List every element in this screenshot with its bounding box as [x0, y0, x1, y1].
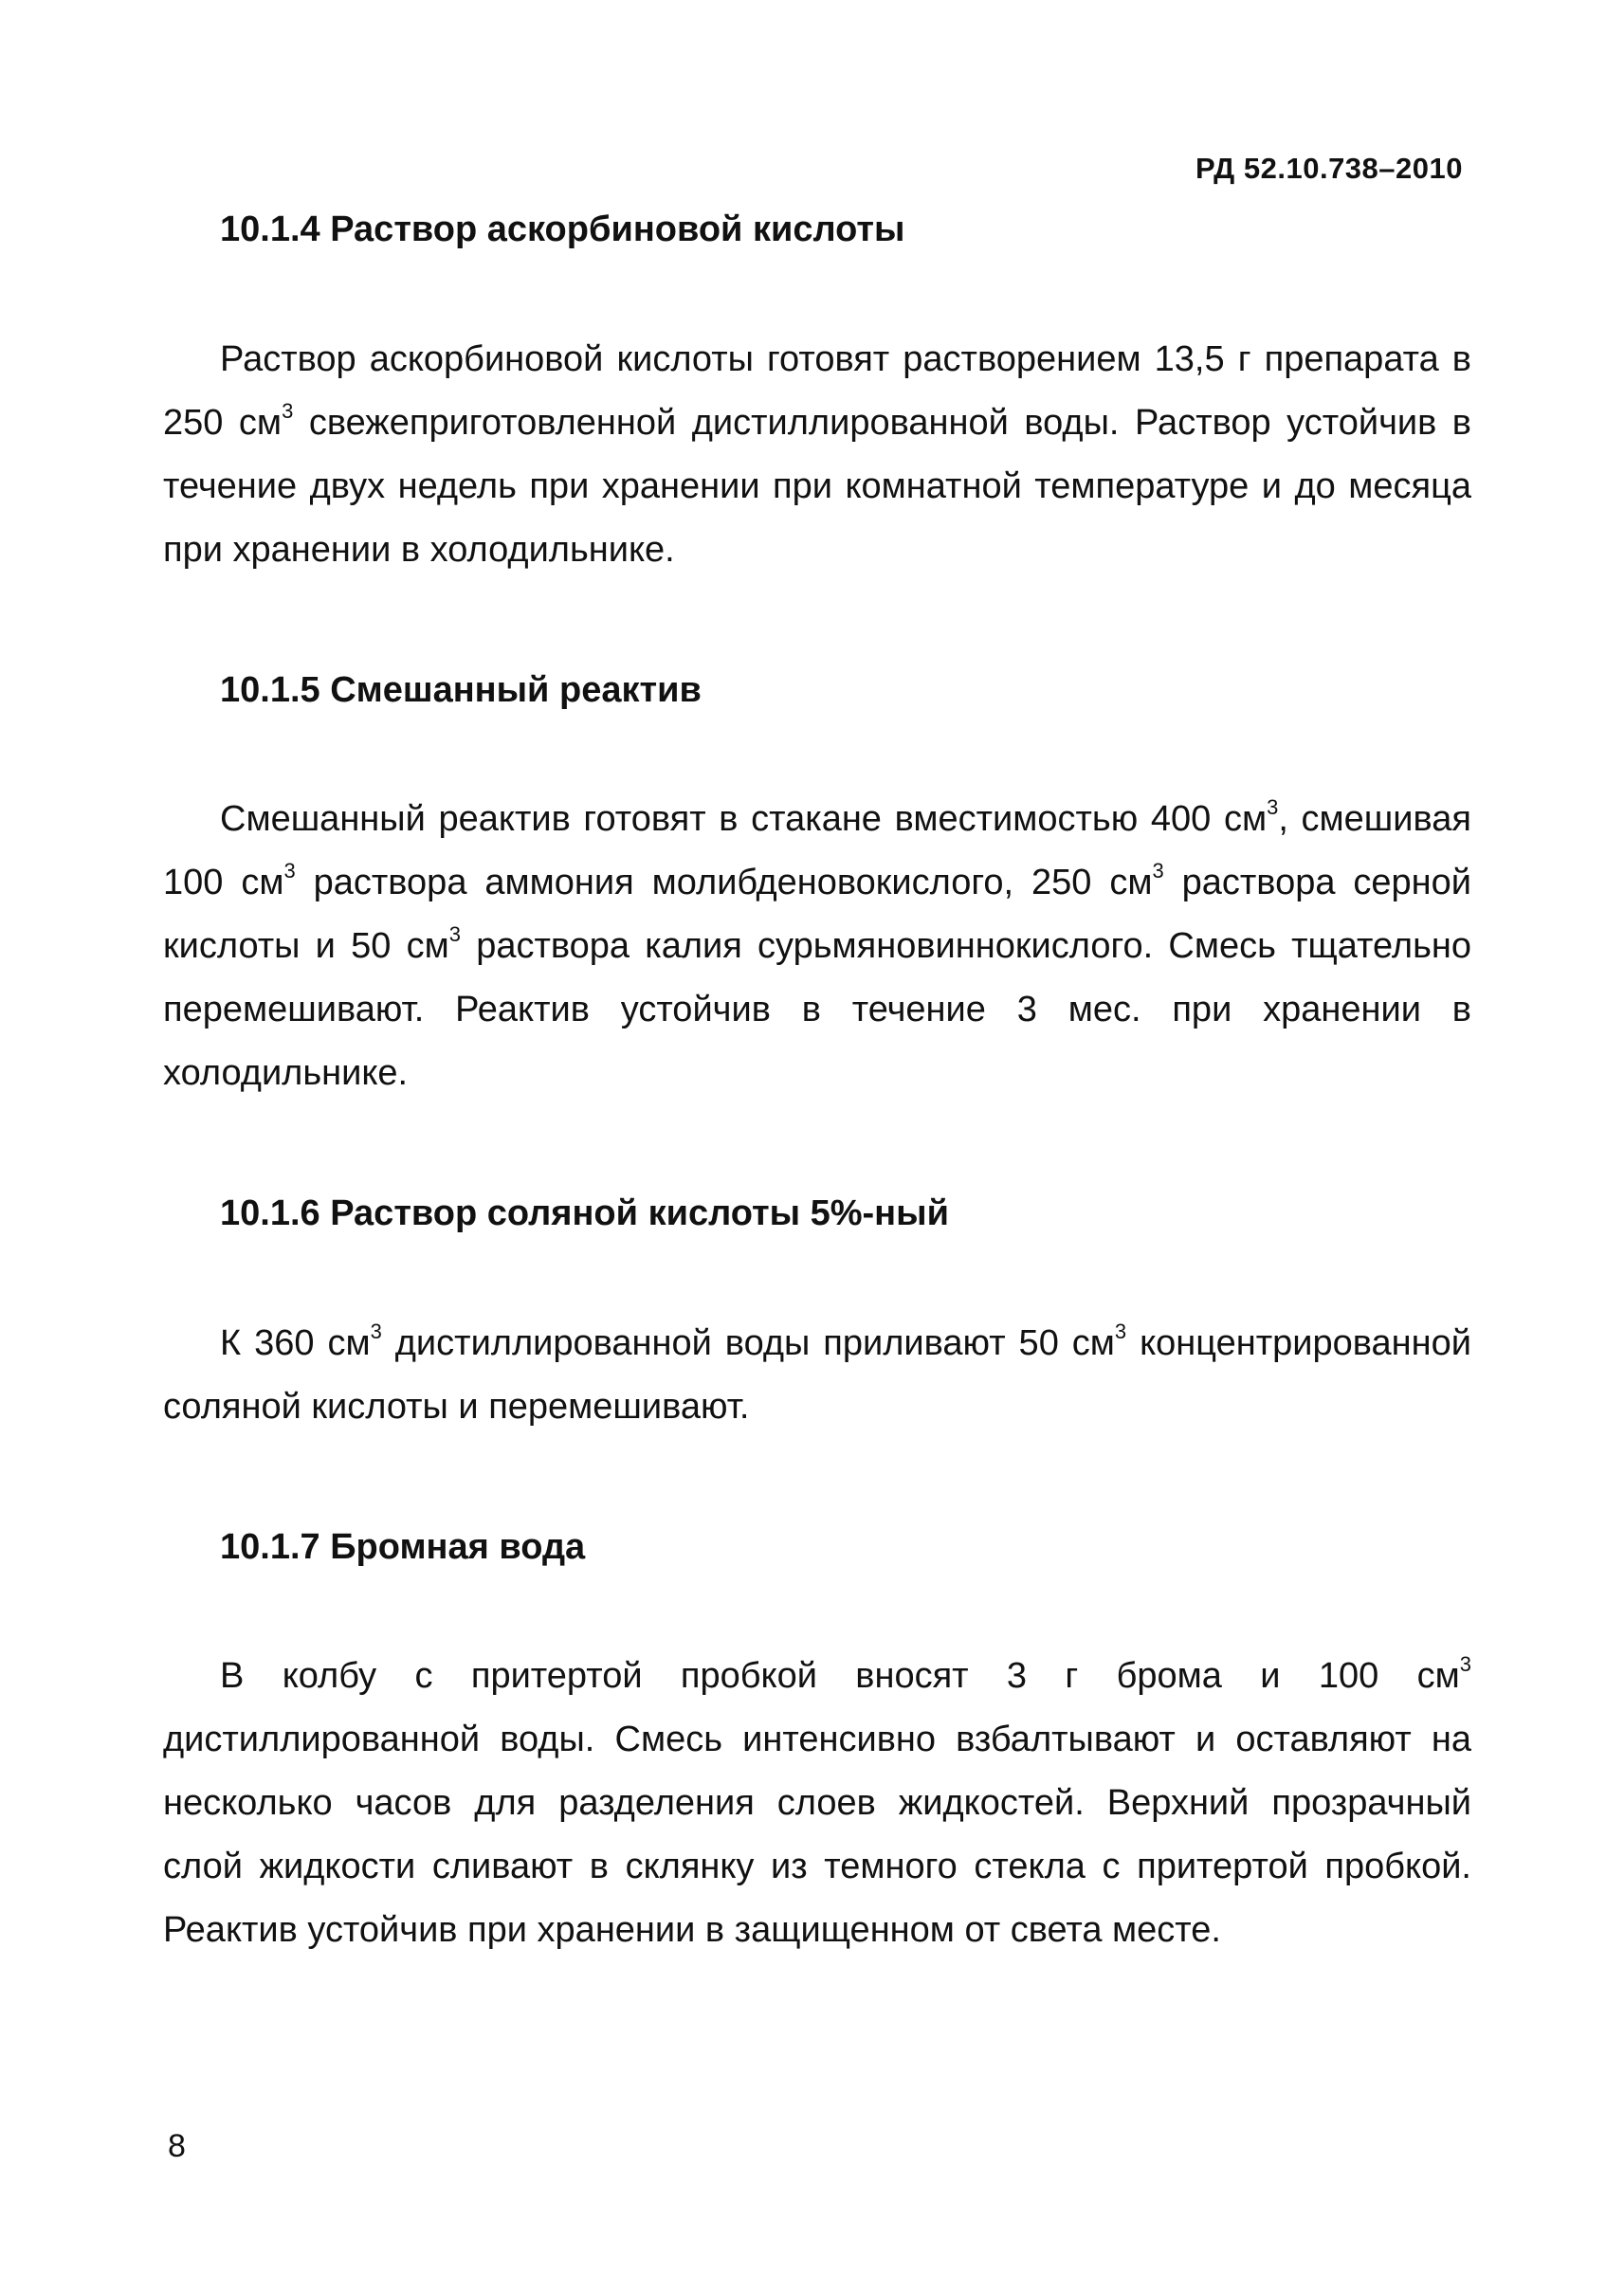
- text-run: К 360 см: [220, 1322, 371, 1363]
- section-paragraph: [163, 788, 1471, 1105]
- section-10-1-6: [163, 1193, 1471, 1526]
- text-run: раствора серной кислоты и 50 см: [163, 863, 1471, 967]
- section-heading: 10.1.6 Раствор соляной кислоты 5%-ный: [220, 1193, 949, 1234]
- text-run: концентрированной соляной кислоты и перемешивают.: [163, 1322, 1471, 1427]
- section-heading: 10.1.4 Раствор аскорбиновой кислоты: [220, 209, 905, 249]
- superscript: 3: [1267, 795, 1279, 820]
- superscript: 3: [448, 922, 461, 947]
- text-run: Смешанный реактив готовят в стакане вместимостью 400 см: [220, 799, 1268, 840]
- superscript: 3: [370, 1319, 382, 1343]
- superscript: 3: [283, 859, 296, 883]
- text-run: Раствор аскорбиновой кислоты готовят растворением 13,5 г препарата в 250 см: [163, 338, 1471, 443]
- section-paragraph: [163, 1312, 1471, 1439]
- section-10-1-5: [163, 669, 1471, 1193]
- text-run: раствора аммония молибденовокислого, 250 см: [295, 863, 1153, 903]
- text-run: свежеприготовленной дистиллированной воды. Раствор устойчив в течение двух недель при хранении при комнатной температуре и до месяца при хранении в холодильнике.: [163, 402, 1471, 570]
- section-paragraph: [163, 328, 1471, 582]
- text-run: раствора калия сурьмяновиннокислого. Смесь тщательно перемешивают. Реактив устойчив в течение 3 мес. при хранении в холодильнике.: [163, 926, 1472, 1094]
- section-paragraph: [163, 1645, 1471, 1962]
- document-code: РД 52.10.738–2010: [1195, 152, 1463, 185]
- page-number: 8: [168, 2128, 186, 2164]
- text-run: дистиллированной воды приливают 50 см: [381, 1322, 1115, 1363]
- superscript: 3: [282, 398, 294, 423]
- superscript: 3: [1459, 1652, 1471, 1677]
- section-10-1-7: [163, 1526, 1471, 1963]
- section-10-1-4: [163, 209, 1471, 669]
- superscript: 3: [1114, 1319, 1127, 1343]
- page-body: [163, 209, 1471, 1962]
- text-run: , смешивая 100 см: [163, 799, 1471, 903]
- text-run: дистиллированной воды. Смесь интенсивно взбалтывают и оставляют на несколько часов для разделения слоев жидкостей. Верхний прозрачный слой жидкости сливают в склянку из темного стекла с притертой пробкой. Реактив устойчив при хранении в защищенном от света месте.: [163, 1720, 1471, 1951]
- superscript: 3: [1152, 859, 1164, 883]
- section-heading: 10.1.7 Бромная вода: [220, 1526, 586, 1567]
- text-run: В колбу с притертой пробкой вносят 3 г брома и 100 см: [220, 1656, 1460, 1697]
- section-heading: 10.1.5 Смешанный реактив: [220, 669, 702, 710]
